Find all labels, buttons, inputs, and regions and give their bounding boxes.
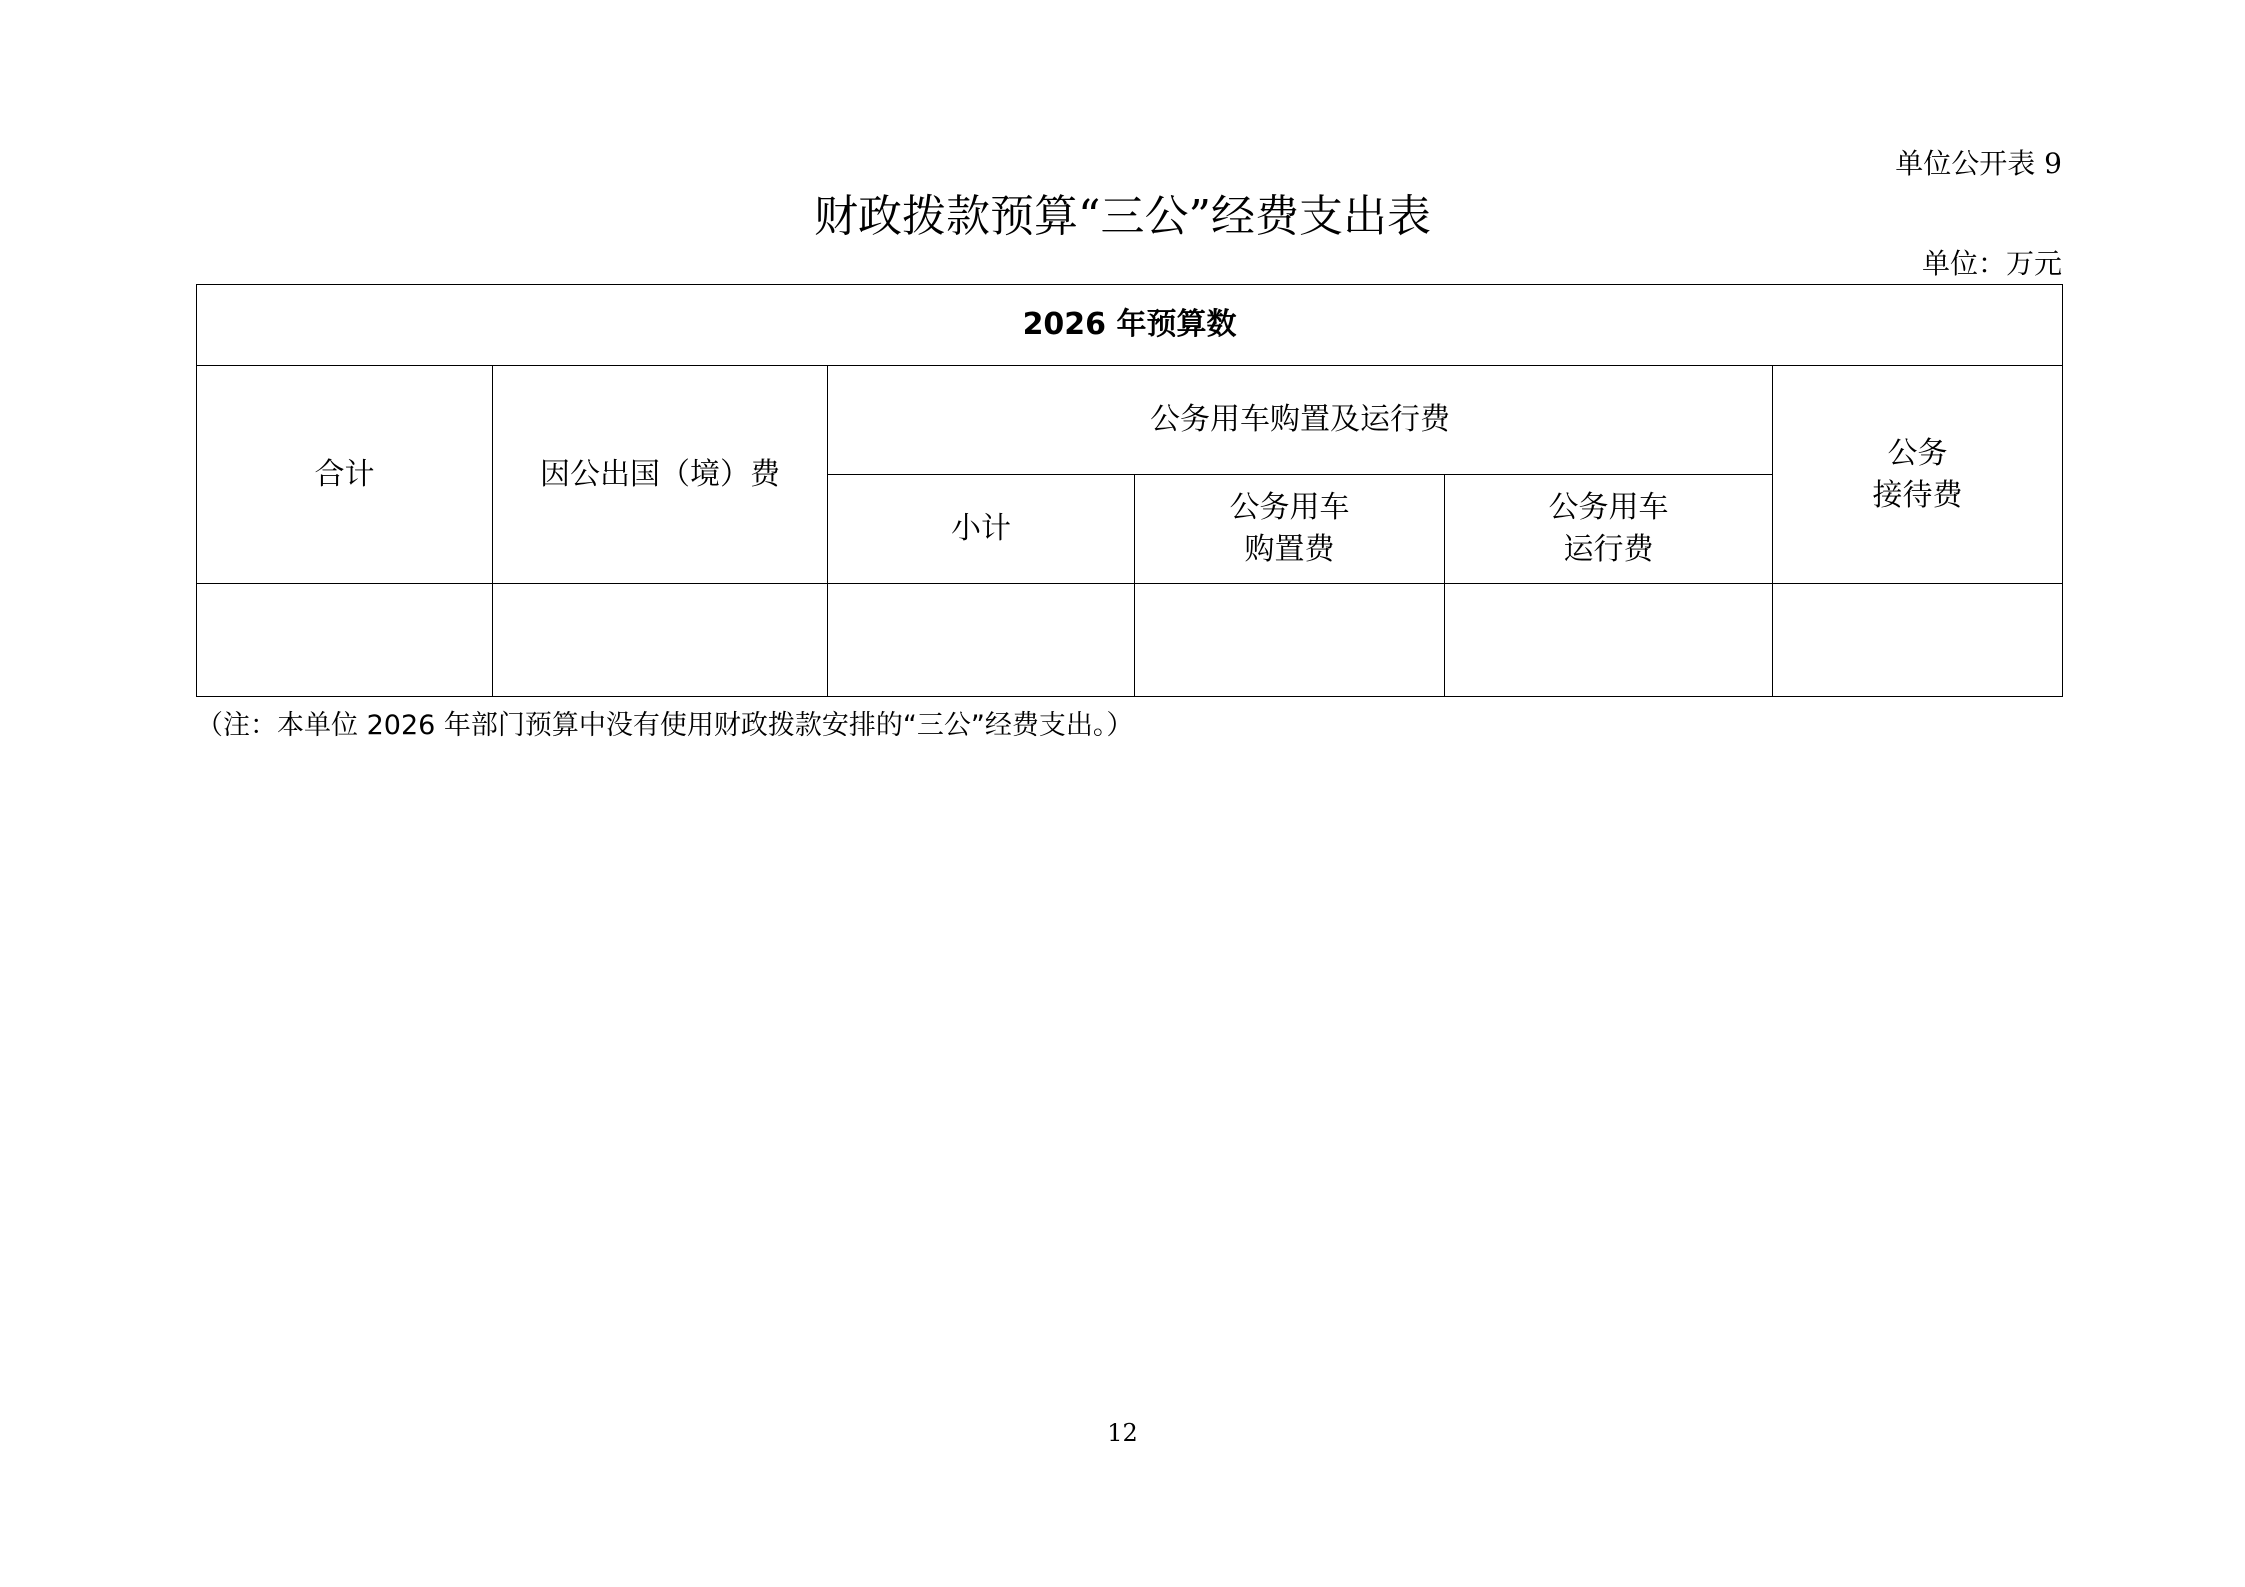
year-header: 2026 年预算数 (197, 285, 2063, 366)
form-number: 单位公开表 9 (1895, 147, 2062, 180)
vehicle-purchase-label-line2: 购置费 (1244, 532, 1335, 567)
three-public-expense-table (196, 284, 2063, 697)
reception-label-line2: 接待费 (1872, 477, 1963, 513)
vehicle-purchase-label-line1: 公务用车 (1229, 490, 1350, 525)
cell-vehicle-operation (1445, 584, 1773, 697)
page-title: 财政拨款预算“三公”经费支出表 (814, 191, 1431, 242)
table-row (197, 584, 2063, 697)
col-header-vehicle-group: 公务用车购置及运行费 (828, 366, 1773, 475)
cell-total (197, 584, 493, 697)
table-row-year (197, 285, 2063, 366)
col-header-vehicle-subtotal: 小计 (828, 475, 1135, 584)
col-header-vehicle-operation (1445, 475, 1773, 584)
col-header-total: 合计 (197, 366, 493, 584)
budget-table-container (196, 284, 2062, 697)
cell-vehicle-subtotal (828, 584, 1135, 697)
vehicle-operation-label-line1: 公务用车 (1548, 490, 1669, 525)
page-number: 12 (1107, 1419, 1138, 1447)
vehicle-operation-label-line2: 运行费 (1563, 532, 1654, 567)
col-header-vehicle-purchase (1135, 475, 1445, 584)
table-row-header-1 (197, 366, 2063, 475)
reception-label-line1: 公务 (1887, 435, 1948, 471)
col-header-reception (1773, 366, 2063, 584)
cell-overseas-travel (493, 584, 828, 697)
cell-reception (1773, 584, 2063, 697)
unit-label: 单位：万元 (1921, 247, 2062, 280)
cell-vehicle-purchase (1135, 584, 1445, 697)
col-header-overseas-travel: 因公出国（境）费 (493, 366, 828, 584)
footnote: （注：本单位 2026 年部门预算中没有使用财政拨款安排的“三公”经费支出。） (196, 710, 1134, 741)
